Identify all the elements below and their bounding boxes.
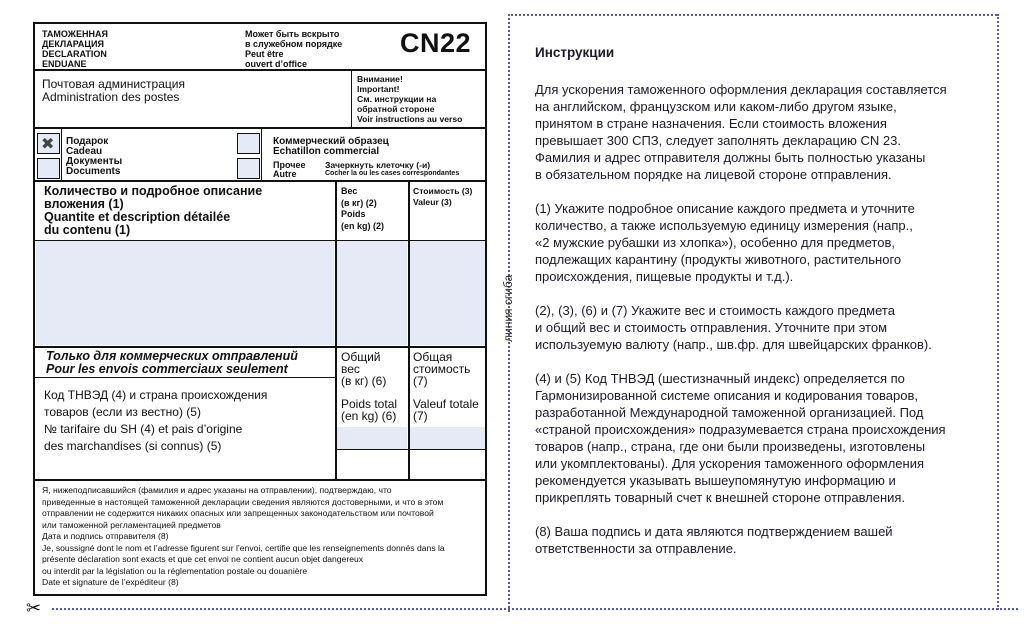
weight-input-area[interactable] <box>337 241 407 345</box>
hs-code-origin-label: Код ТНВЭД (4) и страна происхождения товаров (если из вестно) (5) № tarifaire du SH (4) et pais d’origine des marchandises (si connus) (5) <box>44 388 268 453</box>
divider <box>261 128 262 180</box>
gift-docs-labels: Подарок Cadeau Документы Documents <box>66 136 123 177</box>
official-opening-note: Может быть вскрыто в служебном порядке Peut être ouvert d’office <box>245 29 343 69</box>
divider <box>35 127 485 129</box>
contents-description-header: Количество и подробное описание вложения (1) Quantite et description détailée du contenu (1) <box>44 184 263 237</box>
divider <box>35 69 485 71</box>
divider <box>335 449 485 450</box>
commercial-only-header: Только для коммерческих отправлений Pour les envois commerciaux seulement <box>46 349 298 376</box>
divider <box>35 377 335 378</box>
other-checkbox[interactable] <box>237 158 260 179</box>
divider <box>35 346 485 348</box>
total-weight-fr: Poids total (en kg) (6) <box>341 397 398 423</box>
other-label: Прочее Autre <box>273 160 306 179</box>
sample-label: Коммерческий образец Echatillon commercial <box>273 136 389 157</box>
check-hint-fr: Cocher la ou les cases correspondantes <box>325 170 460 177</box>
divider <box>351 70 352 127</box>
commercial-sample-checkbox[interactable] <box>237 133 260 154</box>
check-hint: Зачеркнуть клеточку (-и) <box>325 160 431 170</box>
gift-checkbox[interactable] <box>37 133 60 154</box>
divider <box>61 128 62 180</box>
instructions-paragraph: (4) и (5) Код ТНВЭД (шестизначный индекс) определяется по Гармонизированной системе описания и кодирования товаров, разработанной Международной таможенной организацией. Под «страной происхождения» подразумевается страна происхождения товаров (напр., страна, где они были произведены, изготовлены или укомплектованы). Для ускорения таможенного оформления рекомендуется указывать вышеупомянутую информацию и прикреплять товарный счет к внешней стороне отправления. <box>535 371 946 505</box>
right-dotted-border <box>997 14 999 610</box>
total-value-header: Общая стоимость (7) <box>413 350 471 388</box>
instructions-paragraph: (1) Укажите подробное описание каждого предмета и уточните количество, а также используемую единицу измерения (напр., «2 мужские рубашки из хлопка»), особенно для предметов, подлежащих карантину (продукты животного, растительного происхождения, пищевые продукты и т.д.). <box>535 201 915 284</box>
documents-checkbox[interactable] <box>37 158 60 179</box>
total-value-input[interactable] <box>410 427 485 449</box>
value-input-area[interactable] <box>410 241 485 345</box>
divider <box>35 479 485 481</box>
value-header: Стоимость (3) Valeur (3) <box>413 186 473 207</box>
form-title: ТАМОЖЕННАЯ ДЕКЛАРАЦИЯ DECLARATION ENDUANE <box>42 29 108 69</box>
sender-declaration: Я, нижеподписавшийся (фамилия и адрес указаны на отправлении), подтверждаю, что приведенные в настоящей таможенной декларации сведения являются достоверными, и что в этом отправлении не содержится никаких опасных или запрещенных законодательством или почтовой или таможенной регламентацией предметов Дата и подпись отправителя (8) Je, soussigné dont le nom et l’adresse figurent sur l’envoi, certifie que les renseignements donnés dans la présente déclaration sont exacts et que cet envoi ne contient aucun objet dangereux ou interdit par la législation ou la réglementation postale ou douanière Date et signature de l’expéditeur (8) <box>42 485 445 587</box>
scissors-icon: ✂ <box>26 598 42 618</box>
form-code: CN22 <box>400 28 472 58</box>
cross-mark-icon: ✖ <box>41 136 55 153</box>
postal-admin-label: Почтовая администрация Administration des postes <box>42 77 185 104</box>
cn22-form <box>33 22 487 596</box>
total-weight-input[interactable] <box>337 427 407 449</box>
divider <box>35 180 485 182</box>
instructions-paragraph: (8) Ваша подпись и дата являются подтверждением вашей ответственности за отправление. <box>535 524 893 556</box>
instructions-panel <box>535 44 975 574</box>
cut-line <box>52 608 1018 610</box>
instructions-title: Инструкции <box>535 45 615 60</box>
total-weight-header: Общий вес (в кг) (6) <box>341 350 387 388</box>
instructions-paragraph: (2), (3), (6) и (7) Укажите вес и стоимость каждого предмета и общий вес и стоимость отправления. Уточните при этом используемую валюту (напр., шв.фр. для швейцарских франков). <box>535 303 932 352</box>
top-dotted-border <box>508 14 997 16</box>
contents-input-area[interactable] <box>36 241 334 345</box>
important-notice: Внимание! Important! См. инструкции на обратной стороне Voir instructions au verso <box>357 74 463 124</box>
fold-label: линия сгиба <box>501 274 515 342</box>
total-value-fr: Valeuf totale (7) <box>413 397 479 423</box>
weight-header: Вес (в кг) (2) Poids (en kg) (2) <box>341 186 385 231</box>
instructions-paragraph: Для ускорения таможенного оформления декларация составляется на английском, французском или каком-либо другом языке, принятом в стране назначения. Если стоимость вложения превышает 300 СПЗ, следует заполнять декларацию CN 23. Фамилия и адрес отправителя должны быть полностью указаны в обязательном порядке на лицевой стороне отправления. <box>535 82 947 182</box>
